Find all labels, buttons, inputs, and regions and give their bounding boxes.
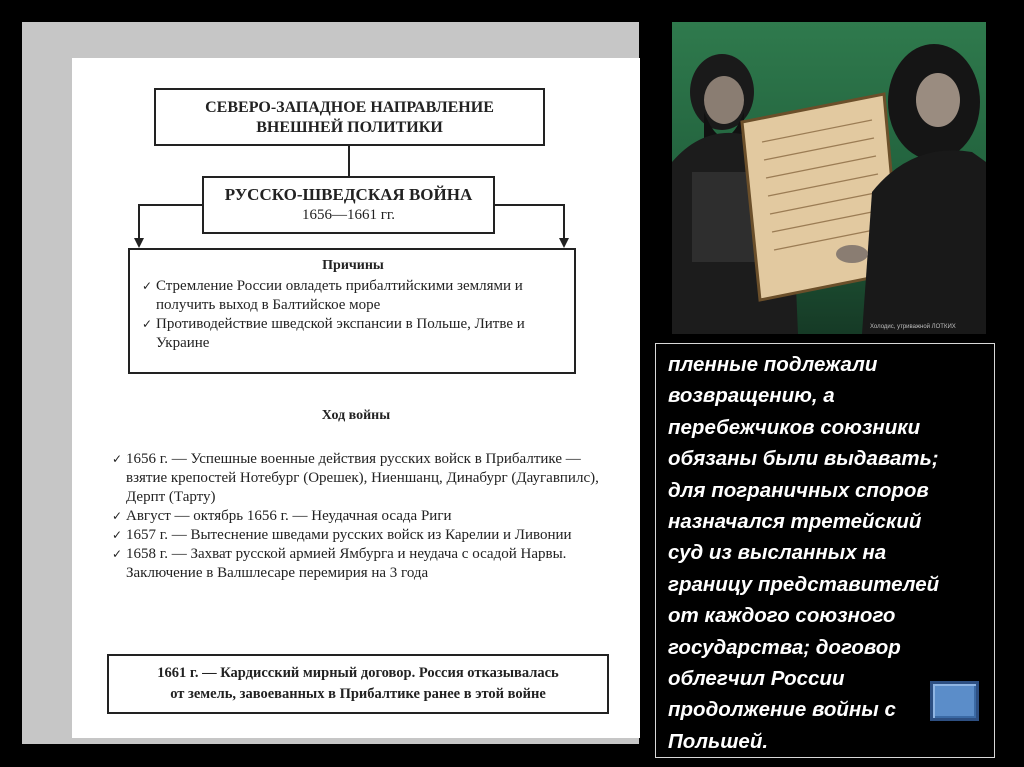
check-icon: ✓	[142, 317, 153, 331]
course-text: 1658 г. — Захват русской армией Ямбурга и неудача с осадой Нарвы. Заключение в Валшлесаре перемирия на 3 года	[126, 546, 567, 581]
diagram-title-line1: СЕВЕРО-ЗАПАДНОЕ НАПРАВЛЕНИЕ	[205, 99, 494, 116]
connector-right-horizontal	[495, 204, 565, 206]
check-icon: ✓	[142, 279, 153, 293]
arrowhead-right	[559, 238, 569, 248]
nav-button[interactable]	[930, 681, 979, 721]
left-figure-face	[704, 76, 744, 124]
course-item	[112, 526, 612, 545]
left-slide-area	[22, 22, 639, 744]
course-item	[112, 450, 612, 507]
war-box	[202, 176, 495, 234]
course-text: Август — октябрь 1656 г. — Неудачная осада Риги	[126, 508, 452, 524]
war-years: 1656—1661 гг.	[301, 207, 396, 223]
cause-text: Стремление России овладеть прибалтийскими землями и получить выход в Балтийское море	[156, 278, 523, 313]
causes-heading: Причины	[322, 258, 384, 273]
cause-item	[142, 315, 564, 353]
diagram-title-line2: ВНЕШНЕЙ ПОЛИТИКИ	[256, 119, 443, 136]
check-icon: ✓	[112, 547, 123, 561]
historical-portrait-image	[672, 22, 986, 334]
check-icon: ✓	[112, 509, 123, 523]
cause-text: Противодействие шведской экспансии в Польше, Литве и Украине	[156, 316, 525, 351]
causes-box	[128, 248, 576, 374]
foreign-policy-diagram	[72, 58, 640, 738]
course-text: 1656 г. — Успешные военные действия русских войск в Прибалтике — взятие крепостей Нотебург (Орешек), Ниеншанц, Динабург (Даугавпилс), Дерпт (Тарту)	[126, 451, 599, 505]
course-heading: Ход войны	[321, 408, 391, 423]
connector-title-war	[348, 146, 350, 176]
course-item	[112, 507, 612, 526]
connector-left-horizontal	[138, 204, 202, 206]
portrait-illustration	[672, 22, 986, 334]
cause-item	[142, 277, 564, 315]
course-item	[112, 545, 612, 583]
check-icon: ✓	[112, 528, 123, 542]
portrait-caption: Холодис, утриважной ЛОТКИХ	[870, 324, 956, 330]
panel-text: пленные подлежали возвращению, а перебежчиков союзники обязаны были выдавать; для пограничных споров назначался третейский суд из высланных на границу представителей от каждого союзного государства; договор облегчил России продолжение войны с Польшей.	[668, 353, 940, 753]
right-figure-hand	[836, 245, 868, 263]
course-text: 1657 г. — Вытеснение шведами русских войск из Карелии и Ливонии	[126, 527, 572, 543]
connector-right-vertical	[563, 204, 565, 240]
treaty-line2: от земель, завоеванных в Прибалтике ранее в этой войне	[170, 686, 546, 702]
treaty-line1: 1661 г. — Кардисский мирный договор. Россия отказывалась	[157, 665, 559, 681]
check-icon: ✓	[112, 452, 123, 466]
right-figure-face	[916, 73, 960, 127]
diagram-title-box	[154, 88, 545, 146]
course-list	[112, 450, 612, 583]
treaty-box	[107, 654, 609, 714]
arrowhead-left	[134, 238, 144, 248]
war-title: РУССКО-ШВЕДСКАЯ ВОЙНА	[224, 185, 473, 204]
connector-left-vertical	[138, 204, 140, 240]
